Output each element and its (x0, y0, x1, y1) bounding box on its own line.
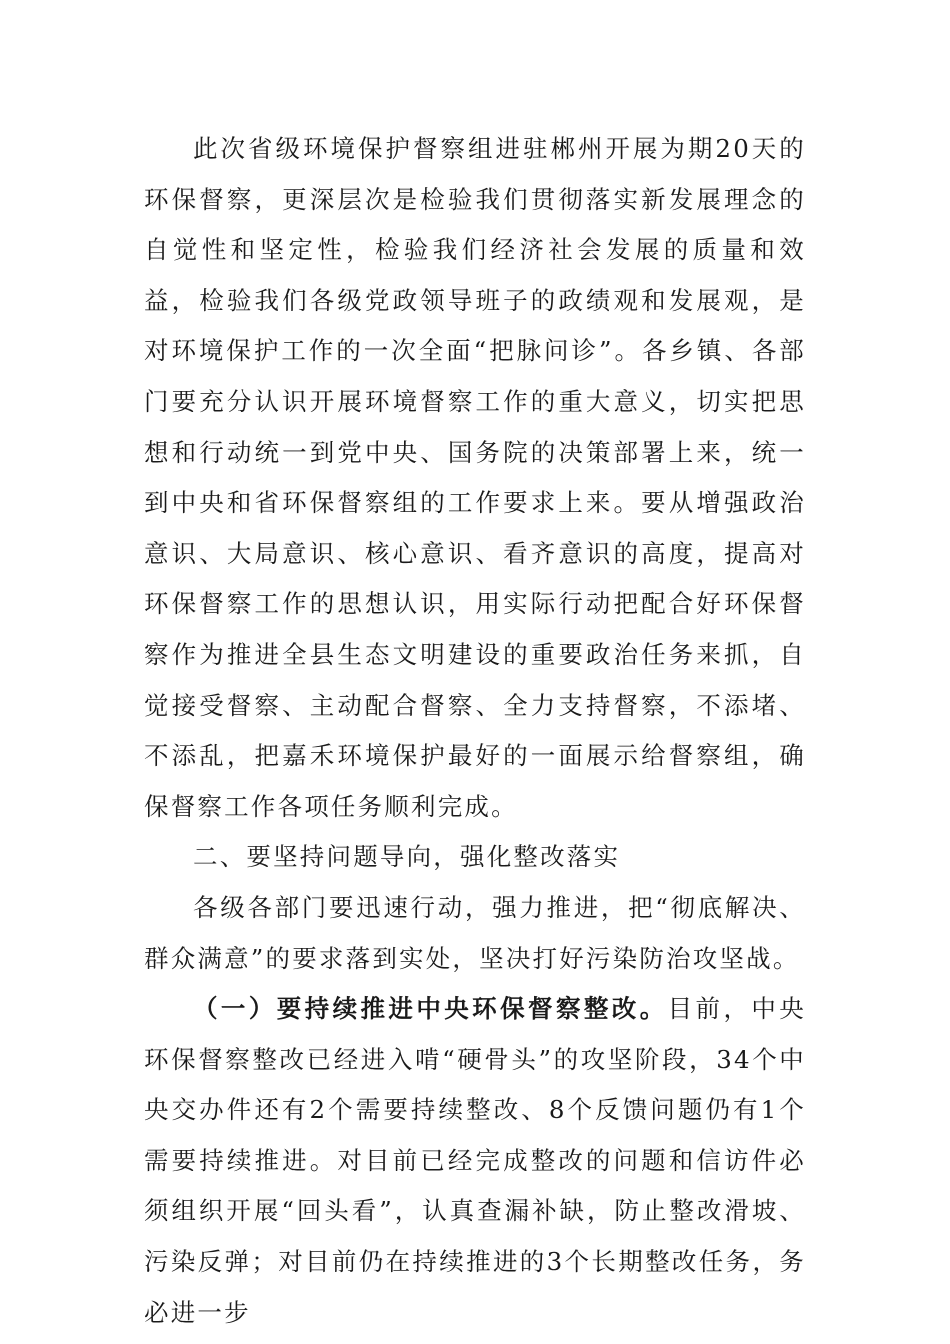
body-paragraph: 各级各部门要迅速行动，强力推进，把“彻底解决、群众满意”的要求落到实处，坚决打好污染防治攻坚战。 (144, 892, 806, 973)
subsection-body: 目前，中央环保督察整改已经进入啃“硬骨头”的攻坚阶段，34个中央交办件还有2个需要持续整改、8个反馈问题仍有1个需要持续推进。对目前已经完成整改的问题和信访件必须组织开展“回头看”，认真查漏补缺，防止整改滑坡、污染反弹；对目前仍在持续推进的3个长期整改任务，务必进一步 (144, 994, 806, 1327)
document-page (144, 124, 806, 1338)
section-heading: 二、要坚持问题导向，强化整改落实 (193, 842, 621, 872)
body-paragraph: 此次省级环境保护督察组进驻郴州开展为期20天的环保督察，更深层次是检验我们贯彻落实新发展理念的自觉性和坚定性，检验我们经济社会发展的质量和效益，检验我们各级党政领导班子的政绩观和发展观，是对环境保护工作的一次全面“把脉问诊”。各乡镇、各部门要充分认识开展环境督察工作的重大意义，切实把思想和行动统一到党中央、国务院的决策部署上来，统一到中央和省环保督察组的工作要求上来。要从增强政治意识、大局意识、核心意识、看齐意识的高度，提高对环保督察工作的思想认识，用实际行动把配合好环保督察作为推进全县生态文明建设的重要政治任务来抓，自觉接受督察、主动配合督察、全力支持督察，不添堵、不添乱，把嘉禾环境保护最好的一面展示给督察组，确保督察工作各项任务顺利完成。 (144, 134, 806, 821)
body-paragraph (144, 984, 806, 1338)
subsection-lead: （一）要持续推进中央环保督察整改。 (193, 994, 668, 1024)
